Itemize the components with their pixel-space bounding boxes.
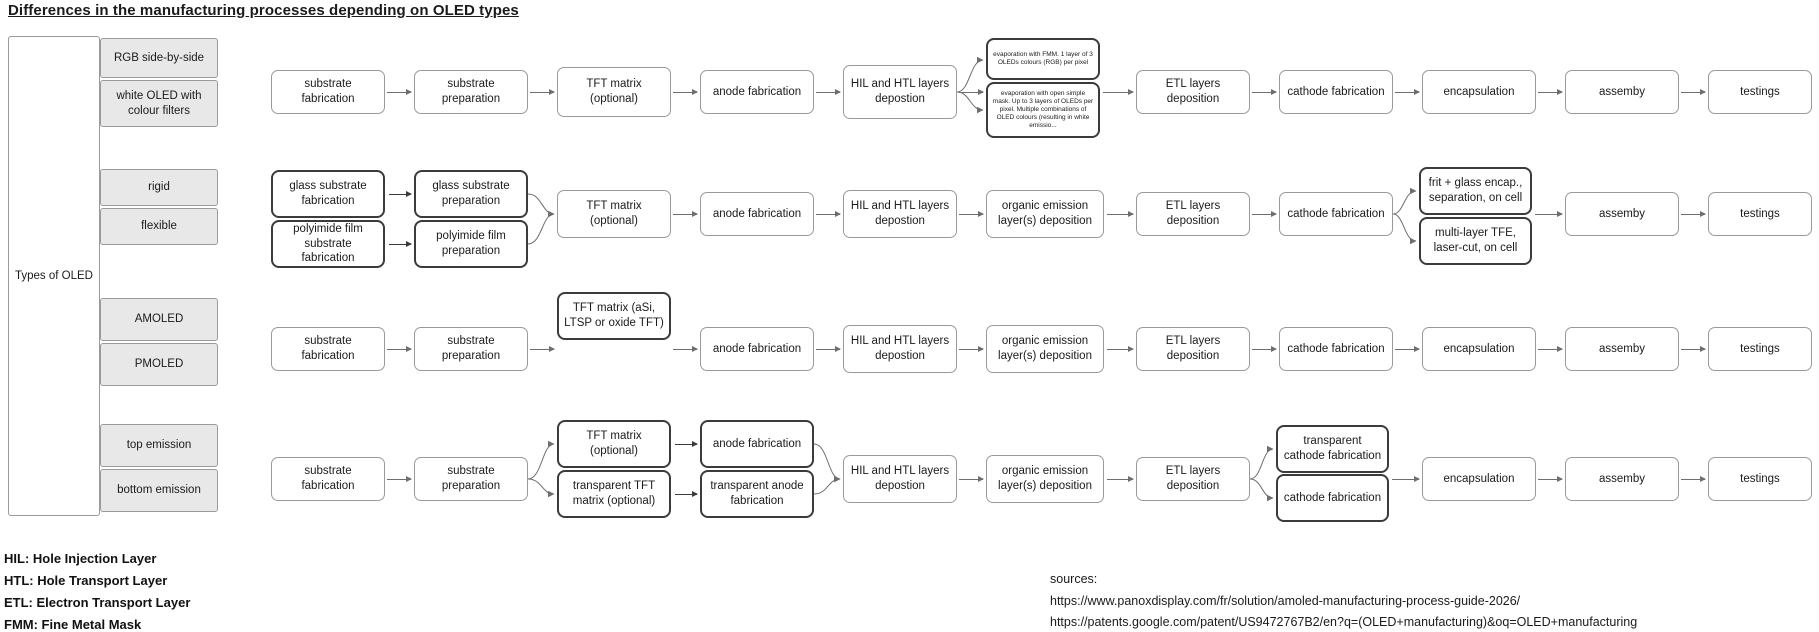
category-rgb-side-by-side bbox=[100, 38, 218, 78]
row2-arrow-3 bbox=[673, 214, 697, 215]
category-bottom-emission bbox=[100, 469, 218, 512]
row2-step-organic-emission: organic emission layer(s) deposition bbox=[986, 190, 1104, 238]
row1-arrow-6 bbox=[1103, 92, 1133, 93]
row4-step-substrate-fabrication: substrate fabrication bbox=[271, 457, 385, 501]
row4-step-anode-fabrication: anode fabrication bbox=[700, 420, 814, 468]
row2-step-testings: testings bbox=[1708, 192, 1812, 236]
row2-arrow-7 bbox=[1252, 214, 1276, 215]
row3-step-assemby: assemby bbox=[1565, 327, 1679, 371]
row4-arrow-9 bbox=[1681, 479, 1705, 480]
row3-arrow-1 bbox=[387, 349, 411, 350]
row3-arrow-8 bbox=[1395, 349, 1419, 350]
category-label: rigid bbox=[148, 181, 170, 194]
row2-arrow-9 bbox=[1535, 214, 1562, 215]
row3-arrow-10 bbox=[1681, 349, 1705, 350]
row3-step-etl-deposition: ETL layers deposition bbox=[1136, 327, 1250, 371]
source-link-1[interactable]: https://www.panoxdisplay.com/fr/solution/amoled-manufacturing-process-guide-2026/ bbox=[1050, 594, 1521, 608]
types-of-oled-root bbox=[8, 36, 100, 516]
category-label: AMOLED bbox=[134, 313, 184, 326]
category-rigid bbox=[100, 169, 218, 206]
category-label: white OLED with colour filters bbox=[116, 89, 202, 117]
row4-step-hil-htl: HIL and HTL layers depostion bbox=[843, 455, 957, 503]
category-pmoled bbox=[100, 343, 218, 386]
category-label: flexible bbox=[141, 220, 177, 233]
row1-step-substrate-fabrication: substrate fabrication bbox=[271, 70, 385, 114]
row3-step-testings: testings bbox=[1708, 327, 1812, 371]
row4-step-testings: testings bbox=[1708, 457, 1812, 501]
row1-step-testings: testings bbox=[1708, 70, 1812, 114]
category-flexible bbox=[100, 208, 218, 245]
row4-arrow-ttft-tanode bbox=[675, 494, 697, 495]
row3-arrow-2 bbox=[530, 349, 554, 350]
row1-step-etl-deposition: ETL layers deposition bbox=[1136, 70, 1250, 114]
legend-etl: ETL: Electron Transport Layer bbox=[4, 595, 191, 610]
row1-step-anode-fabrication: anode fabrication bbox=[700, 70, 814, 114]
row1-step-cathode-fabrication: cathode fabrication bbox=[1279, 70, 1393, 114]
page-title: Differences in the manufacturing processes depending on OLED types bbox=[8, 2, 519, 19]
row1-arrow-2 bbox=[530, 92, 554, 93]
row4-step-encapsulation: encapsulation bbox=[1422, 457, 1536, 501]
row3-arrow-3 bbox=[673, 349, 697, 350]
row1-arrow-1 bbox=[387, 92, 411, 93]
row3-step-substrate-preparation: substrate preparation bbox=[414, 327, 528, 371]
row4-arrow-7 bbox=[1392, 479, 1419, 480]
row1-arrow-7 bbox=[1252, 92, 1276, 93]
row3-arrow-5 bbox=[959, 349, 983, 350]
row4-arrow-tft-anode bbox=[675, 444, 697, 445]
row2-step-cathode-fabrication: cathode fabrication bbox=[1279, 192, 1393, 236]
row2-arrow-5 bbox=[959, 214, 983, 215]
row2-step-multilayer-tfe: multi-layer TFE, laser-cut, on cell bbox=[1419, 217, 1532, 265]
category-label: PMOLED bbox=[134, 358, 184, 371]
row2-step-assemby: assemby bbox=[1565, 192, 1679, 236]
row4-step-tft-matrix: TFT matrix (optional) bbox=[557, 420, 671, 468]
category-top-emission bbox=[100, 424, 218, 467]
row2-step-glass-substrate-fabrication: glass substrate fabrication bbox=[271, 170, 385, 218]
row4-arrow-8 bbox=[1538, 479, 1562, 480]
row1-step-encapsulation: encapsulation bbox=[1422, 70, 1536, 114]
row2-step-glass-substrate-preparation: glass substrate preparation bbox=[414, 170, 528, 218]
row2-step-tft-matrix: TFT matrix (optional) bbox=[557, 190, 671, 238]
row4-step-transparent-cathode-fabrication: transparent cathode fabrication bbox=[1276, 425, 1389, 473]
row3-step-substrate-fabrication: substrate fabrication bbox=[271, 327, 385, 371]
category-label: RGB side-by-side bbox=[113, 51, 205, 64]
row4-step-organic-emission: organic emission layer(s) deposition bbox=[986, 455, 1104, 503]
row2-step-etl-deposition: ETL layers deposition bbox=[1136, 192, 1250, 236]
row2-step-polyimide-film-preparation: polyimide film preparation bbox=[414, 220, 528, 268]
row2-step-hil-htl: HIL and HTL layers depostion bbox=[843, 190, 957, 238]
row3-step-organic-emission: organic emission layer(s) deposition bbox=[986, 325, 1104, 373]
row1-step-hil-htl: HIL and HTL layers depostion bbox=[843, 65, 957, 119]
row2-arrow-4 bbox=[816, 214, 840, 215]
row2-step-polyimide-substrate-fabrication: polyimide film substrate fabrication bbox=[271, 220, 385, 268]
row2-arrow-10 bbox=[1681, 214, 1705, 215]
source-link-2[interactable]: https://patents.google.com/patent/US9472767B2/en?q=(OLED+manufacturing)&oq=OLED+manufacturing bbox=[1050, 615, 1638, 629]
row4-arrow-1 bbox=[387, 479, 411, 480]
row2-step-frit-glass-encapsulation: frit + glass encap., separation, on cell bbox=[1419, 167, 1532, 215]
row2-arrow-polyimide bbox=[389, 244, 411, 245]
category-amoled bbox=[100, 298, 218, 341]
sources-heading: sources: bbox=[1050, 572, 1098, 586]
row3-arrow-6 bbox=[1107, 349, 1133, 350]
row1-arrow-4 bbox=[816, 92, 840, 93]
row1-step-substrate-preparation: substrate preparation bbox=[414, 70, 528, 114]
row1-arrow-10 bbox=[1681, 92, 1705, 93]
row1-arrow-8 bbox=[1395, 92, 1419, 93]
row2-step-anode-fabrication: anode fabrication bbox=[700, 192, 814, 236]
row4-arrow-4 bbox=[959, 479, 983, 480]
category-white-oled-colour-filters bbox=[100, 80, 218, 127]
legend-hil: HIL: Hole Injection Layer bbox=[4, 551, 157, 566]
row3-step-tft-matrix-asi: TFT matrix (aSi, LTSP or oxide TFT) bbox=[557, 292, 671, 340]
row3-arrow-9 bbox=[1538, 349, 1562, 350]
row3-step-hil-htl: HIL and HTL layers depostion bbox=[843, 325, 957, 373]
category-label: bottom emission bbox=[117, 484, 201, 497]
row3-step-cathode-fabrication: cathode fabrication bbox=[1279, 327, 1393, 371]
row1-step-evaporation-open-mask: evaporation with open simple mask. Up to 3 layers of OLEDs per pixel. Multiple combinations of OLED colours (resulting in white emissio... bbox=[986, 82, 1100, 138]
row1-arrow-9 bbox=[1538, 92, 1562, 93]
row1-step-tft-matrix: TFT matrix (optional) bbox=[557, 67, 671, 117]
row4-step-transparent-anode-fabrication: transparent anode fabrication bbox=[700, 470, 814, 518]
row3-arrow-4 bbox=[816, 349, 840, 350]
types-of-oled-label: Types of OLED bbox=[15, 270, 93, 282]
row3-step-anode-fabrication: anode fabrication bbox=[700, 327, 814, 371]
row4-step-assemby: assemby bbox=[1565, 457, 1679, 501]
row2-arrow-6 bbox=[1107, 214, 1133, 215]
row4-step-etl-deposition: ETL layers deposition bbox=[1136, 457, 1250, 501]
row1-arrow-5 bbox=[959, 92, 983, 93]
row1-arrow-3 bbox=[673, 92, 697, 93]
row4-step-substrate-preparation: substrate preparation bbox=[414, 457, 528, 501]
row3-arrow-7 bbox=[1252, 349, 1276, 350]
row4-arrow-5 bbox=[1107, 479, 1133, 480]
category-label: top emission bbox=[126, 439, 192, 452]
row4-step-cathode-fabrication: cathode fabrication bbox=[1276, 474, 1389, 522]
row1-step-evaporation-fmm: evaporation with FMM. 1 layer of 3 OLEDs colours (RGB) per pixel bbox=[986, 38, 1100, 80]
row4-step-transparent-tft-matrix: transparent TFT matrix (optional) bbox=[557, 470, 671, 518]
legend-htl: HTL: Hole Transport Layer bbox=[4, 573, 168, 588]
row2-arrow-glass bbox=[389, 194, 411, 195]
legend-fmm: FMM: Fine Metal Mask bbox=[4, 617, 142, 632]
row1-step-assemby: assemby bbox=[1565, 70, 1679, 114]
row3-step-encapsulation: encapsulation bbox=[1422, 327, 1536, 371]
